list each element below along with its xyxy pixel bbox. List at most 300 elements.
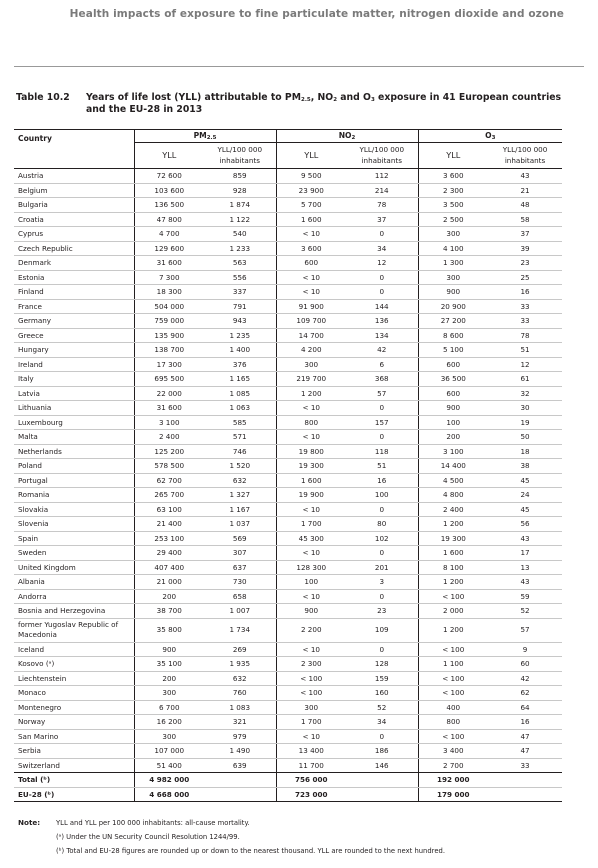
cell-o3-yll: 19 300 [418,531,488,546]
cell-o3-yll-per-100k: 43 [488,531,562,546]
cell-no2-yll-per-100k: 102 [346,531,418,546]
cell-no2-yll-per-100k: 0 [346,729,418,744]
cell-o3-yll: 400 [418,700,488,715]
cell-o3-yll-per-100k: 18 [488,444,562,459]
cell-no2-yll-per-100k: 42 [346,343,418,358]
cell-o3-yll: 3 400 [418,744,488,759]
cell-country: Switzerland [14,758,134,773]
cell-o3-yll-per-100k: 13 [488,560,562,575]
cell-no2-yll-per-100k: 134 [346,328,418,343]
cell-o3-yll: 4 800 [418,488,488,503]
cell-country: Iceland [14,642,134,657]
cell-pm25-yll-per-100k: 979 [204,729,276,744]
cell-country: Croatia [14,212,134,227]
cell-no2-yll: 1 600 [276,473,346,488]
cell-pm25-yll-per-100k: 639 [204,758,276,773]
cell-o3-yll-per-100k: 39 [488,241,562,256]
table-row [14,314,562,329]
cell-pm25-yll: 63 100 [134,502,204,517]
table-row [14,700,562,715]
cell-o3-yll-per-100k: 58 [488,212,562,227]
cell-o3-yll-per-100k: 33 [488,758,562,773]
cell-o3-yll: 600 [418,357,488,372]
cell-country: Romania [14,488,134,503]
cell-o3-yll-per-100k: 64 [488,700,562,715]
cell-no2-yll-per-100k: 51 [346,459,418,474]
cell-pm25-yll: 35 800 [134,618,204,642]
cell-pm25-yll: 18 300 [134,285,204,300]
cell-country: EU-28 (ᵇ) [14,787,134,802]
cell-no2-yll: 2 200 [276,618,346,642]
cell-pm25-yll: 2 400 [134,430,204,445]
cell-o3-yll-per-100k: 33 [488,299,562,314]
cell-country: Andorra [14,589,134,604]
cell-pm25-yll-per-100k: 1 085 [204,386,276,401]
cell-pm25-yll-per-100k: 571 [204,430,276,445]
title-text: Years of life lost (YLL) attributable to PM [86,92,301,103]
cell-no2-yll-per-100k: 157 [346,415,418,430]
cell-pm25-yll: 35 100 [134,657,204,672]
cell-pm25-yll: 62 700 [134,473,204,488]
cell-pm25-yll-per-100k: 585 [204,415,276,430]
cell-country: Germany [14,314,134,329]
cell-no2-yll: < 10 [276,546,346,561]
table-row [14,183,562,198]
cell-pm25-yll: 200 [134,671,204,686]
table-row [14,415,562,430]
cell-no2-yll: 219 700 [276,372,346,387]
cell-o3-yll: 36 500 [418,372,488,387]
cell-no2-yll-per-100k: 0 [346,642,418,657]
cell-o3-yll: 100 [418,415,488,430]
cell-no2-yll-per-100k: 0 [346,401,418,416]
cell-no2-yll-per-100k: 78 [346,198,418,213]
cell-pm25-yll-per-100k: 1 935 [204,657,276,672]
cell-o3-yll-per-100k: 12 [488,357,562,372]
o-label: O [485,131,492,140]
pm-label: PM [193,131,207,140]
cell-o3-yll: 3 500 [418,198,488,213]
cell-o3-yll: 600 [418,386,488,401]
cell-o3-yll: 8 600 [418,328,488,343]
cell-pm25-yll-per-100k: 569 [204,531,276,546]
cell-no2-yll: 13 400 [276,744,346,759]
cell-country: San Marino [14,729,134,744]
cell-no2-yll: < 10 [276,430,346,445]
cell-no2-yll: < 10 [276,502,346,517]
cell-no2-yll-per-100k: 159 [346,671,418,686]
table-number: Table 10.2 [16,92,70,103]
cell-o3-yll-per-100k: 30 [488,401,562,416]
note-label: Note: [18,818,41,827]
cell-pm25-yll: 135 900 [134,328,204,343]
table-row [14,604,562,619]
cell-no2-yll: 1 700 [276,715,346,730]
cell-no2-yll: 100 [276,575,346,590]
cell-pm25-yll-per-100k: 943 [204,314,276,329]
cell-pm25-yll: 200 [134,589,204,604]
cell-o3-yll: < 100 [418,671,488,686]
cell-pm25-yll: 900 [134,642,204,657]
no2-header [276,130,418,143]
cell-o3-yll: 20 900 [418,299,488,314]
cell-pm25-yll: 138 700 [134,343,204,358]
cell-no2-yll: 3 600 [276,241,346,256]
table-row [14,657,562,672]
pm25-yll-per-header: YLL/100 000 inhabitants [204,143,276,169]
cell-o3-yll: 14 400 [418,459,488,474]
cell-pm25-yll: 4 700 [134,227,204,242]
cell-pm25-yll-per-100k: 1 083 [204,700,276,715]
cell-pm25-yll-per-100k: 730 [204,575,276,590]
cell-pm25-yll: 107 000 [134,744,204,759]
cell-country: Czech Republic [14,241,134,256]
cell-pm25-yll-per-100k: 1 167 [204,502,276,517]
cell-no2-yll: 4 200 [276,343,346,358]
cell-pm25-yll: 38 700 [134,604,204,619]
cell-pm25-yll-per-100k: 1 122 [204,212,276,227]
cell-pm25-yll-per-100k: 540 [204,227,276,242]
cell-o3-yll-per-100k: 42 [488,671,562,686]
cell-no2-yll-per-100k: 37 [346,212,418,227]
cell-no2-yll: 9 500 [276,169,346,184]
no2-yll-header: YLL [276,143,346,169]
cell-pm25-yll: 300 [134,686,204,701]
cell-no2-yll-per-100k: 3 [346,575,418,590]
cell-country: former Yugoslav Republic of Macedonia [14,618,134,642]
table-row [14,744,562,759]
cell-o3-yll: 3 600 [418,169,488,184]
no-label: NO [338,131,352,140]
cell-pm25-yll: 21 000 [134,575,204,590]
cell-o3-yll-per-100k: 45 [488,473,562,488]
cell-no2-yll: 756 000 [276,773,346,788]
table-row [14,473,562,488]
cell-no2-yll: < 10 [276,227,346,242]
cell-no2-yll: 45 300 [276,531,346,546]
cell-o3-yll-per-100k: 50 [488,430,562,445]
cell-country: Italy [14,372,134,387]
cell-no2-yll: 11 700 [276,758,346,773]
cell-no2-yll-per-100k: 128 [346,657,418,672]
table-row [14,531,562,546]
yll-table [14,129,562,802]
table-row [14,299,562,314]
cell-o3-yll: < 100 [418,589,488,604]
cell-no2-yll: < 10 [276,642,346,657]
table-row [14,589,562,604]
cell-country: Luxembourg [14,415,134,430]
cell-o3-yll-per-100k: 33 [488,314,562,329]
table-row [14,270,562,285]
cell-no2-yll: 23 900 [276,183,346,198]
cell-country: Malta [14,430,134,445]
cell-o3-yll-per-100k: 59 [488,589,562,604]
cell-no2-yll-per-100k: 0 [346,589,418,604]
cell-no2-yll: < 10 [276,285,346,300]
cell-o3-yll-per-100k: 52 [488,604,562,619]
cell-pm25-yll: 504 000 [134,299,204,314]
cell-country: United Kingdom [14,560,134,575]
cell-country: Sweden [14,546,134,561]
cell-o3-yll-per-100k: 61 [488,372,562,387]
cell-pm25-yll: 3 100 [134,415,204,430]
cell-no2-yll: 19 900 [276,488,346,503]
cell-o3-yll: 27 200 [418,314,488,329]
country-header: Country [14,130,134,169]
cell-no2-yll: 300 [276,357,346,372]
cell-no2-yll: 128 300 [276,560,346,575]
cell-country: Estonia [14,270,134,285]
cell-country: Montenegro [14,700,134,715]
cell-pm25-yll-per-100k: 269 [204,642,276,657]
table-row [14,169,562,184]
cell-no2-yll-per-100k: 0 [346,285,418,300]
table-row [14,618,562,642]
cell-pm25-yll: 129 600 [134,241,204,256]
cell-country: Belgium [14,183,134,198]
cell-country: Bosnia and Herzegovina [14,604,134,619]
cell-no2-yll-per-100k: 0 [346,502,418,517]
cell-country: France [14,299,134,314]
table-row [14,372,562,387]
cell-o3-yll-per-100k: 60 [488,657,562,672]
cell-pm25-yll-per-100k: 928 [204,183,276,198]
cell-no2-yll-per-100k: 6 [346,357,418,372]
cell-o3-yll: 2 400 [418,502,488,517]
cell-no2-yll: 1 200 [276,386,346,401]
cell-o3-yll: 2 300 [418,183,488,198]
cell-no2-yll-per-100k: 0 [346,270,418,285]
cell-pm25-yll: 759 000 [134,314,204,329]
table-row [14,459,562,474]
cell-o3-yll-per-100k [488,787,562,802]
cell-no2-yll: 723 000 [276,787,346,802]
cell-pm25-yll-per-100k: 1 063 [204,401,276,416]
cell-o3-yll: 2 700 [418,758,488,773]
cell-pm25-yll-per-100k: 1 874 [204,198,276,213]
o-sub: 3 [491,135,496,141]
pm25-header [134,130,276,143]
cell-pm25-yll: 7 300 [134,270,204,285]
cell-o3-yll-per-100k: 56 [488,517,562,532]
cell-no2-yll: 109 700 [276,314,346,329]
table-row [14,758,562,773]
cell-pm25-yll: 72 600 [134,169,204,184]
cell-pm25-yll: 4 982 000 [134,773,204,788]
cell-o3-yll: 1 200 [418,575,488,590]
table-row [14,488,562,503]
cell-o3-yll-per-100k: 47 [488,744,562,759]
title-text: and O [337,92,371,103]
cell-pm25-yll-per-100k: 658 [204,589,276,604]
cell-no2-yll: 14 700 [276,328,346,343]
cell-no2-yll: 19 800 [276,444,346,459]
table-row [14,430,562,445]
table-body [14,169,562,802]
cell-pm25-yll: 17 300 [134,357,204,372]
table-header-row [14,130,562,143]
cell-pm25-yll: 695 500 [134,372,204,387]
cell-pm25-yll: 47 800 [134,212,204,227]
table-row [14,729,562,744]
cell-pm25-yll-per-100k: 632 [204,473,276,488]
cell-o3-yll-per-100k: 47 [488,729,562,744]
cell-pm25-yll-per-100k: 1 037 [204,517,276,532]
cell-no2-yll-per-100k: 144 [346,299,418,314]
cell-o3-yll: 4 500 [418,473,488,488]
cell-o3-yll: 4 100 [418,241,488,256]
cell-pm25-yll-per-100k: 1 007 [204,604,276,619]
cell-no2-yll: 5 700 [276,198,346,213]
cell-country: Cyprus [14,227,134,242]
cell-pm25-yll-per-100k: 1 490 [204,744,276,759]
cell-pm25-yll: 31 600 [134,401,204,416]
cell-no2-yll-per-100k: 0 [346,546,418,561]
pm-sub: 2.5 [206,135,217,141]
cell-pm25-yll-per-100k: 1 520 [204,459,276,474]
table-row [14,546,562,561]
cell-pm25-yll-per-100k: 1 165 [204,372,276,387]
table-row [14,198,562,213]
cell-pm25-yll: 407 400 [134,560,204,575]
table-row [14,642,562,657]
cell-pm25-yll-per-100k: 376 [204,357,276,372]
table-row [14,575,562,590]
cell-country: Ireland [14,357,134,372]
cell-o3-yll: 5 100 [418,343,488,358]
cell-pm25-yll-per-100k: 791 [204,299,276,314]
cell-pm25-yll-per-100k: 1 233 [204,241,276,256]
o3-header [418,130,562,143]
table-title [86,92,580,116]
cell-pm25-yll: 300 [134,729,204,744]
cell-no2-yll: < 10 [276,589,346,604]
title-text: , NO [310,92,334,103]
cell-o3-yll: 3 100 [418,444,488,459]
cell-o3-yll: 1 200 [418,618,488,642]
cell-no2-yll: 800 [276,415,346,430]
table-row [14,517,562,532]
table-row [14,357,562,372]
cell-country: Latvia [14,386,134,401]
cell-pm25-yll: 6 700 [134,700,204,715]
cell-pm25-yll-per-100k: 321 [204,715,276,730]
cell-country: Portugal [14,473,134,488]
cell-o3-yll: 300 [418,227,488,242]
cell-no2-yll-per-100k: 136 [346,314,418,329]
cell-country: Slovenia [14,517,134,532]
cell-no2-yll-per-100k: 118 [346,444,418,459]
total-row [14,787,562,802]
cell-pm25-yll: 4 668 000 [134,787,204,802]
cell-o3-yll: 300 [418,270,488,285]
cell-o3-yll: 2 500 [418,212,488,227]
cell-o3-yll: 2 000 [418,604,488,619]
cell-pm25-yll: 31 600 [134,256,204,271]
cell-o3-yll: 200 [418,430,488,445]
cell-no2-yll: < 10 [276,401,346,416]
cell-o3-yll-per-100k: 32 [488,386,562,401]
cell-country: Finland [14,285,134,300]
cell-no2-yll: 600 [276,256,346,271]
cell-o3-yll-per-100k: 62 [488,686,562,701]
cell-no2-yll-per-100k [346,773,418,788]
cell-pm25-yll-per-100k: 637 [204,560,276,575]
cell-no2-yll: < 10 [276,729,346,744]
cell-no2-yll-per-100k: 160 [346,686,418,701]
cell-o3-yll-per-100k [488,773,562,788]
cell-pm25-yll-per-100k: 563 [204,256,276,271]
cell-no2-yll-per-100k: 34 [346,715,418,730]
total-row [14,773,562,788]
cell-no2-yll-per-100k: 57 [346,386,418,401]
cell-no2-yll-per-100k: 34 [346,241,418,256]
cell-no2-yll-per-100k: 214 [346,183,418,198]
no-sub: 2 [351,135,356,141]
cell-o3-yll-per-100k: 43 [488,169,562,184]
cell-country: Serbia [14,744,134,759]
cell-o3-yll-per-100k: 38 [488,459,562,474]
cell-country: Slovakia [14,502,134,517]
cell-no2-yll: 19 300 [276,459,346,474]
cell-country: Albania [14,575,134,590]
cell-o3-yll: < 100 [418,729,488,744]
cell-pm25-yll: 51 400 [134,758,204,773]
cell-pm25-yll-per-100k: 859 [204,169,276,184]
cell-no2-yll-per-100k: 146 [346,758,418,773]
cell-no2-yll: 900 [276,604,346,619]
cell-o3-yll: < 100 [418,686,488,701]
cell-pm25-yll: 136 500 [134,198,204,213]
table-row [14,560,562,575]
cell-no2-yll-per-100k: 112 [346,169,418,184]
title-text: exposure in 41 European countries and the EU-28 in 2013 [86,92,562,115]
cell-no2-yll-per-100k: 186 [346,744,418,759]
cell-o3-yll-per-100k: 37 [488,227,562,242]
cell-country: Hungary [14,343,134,358]
note-line: YLL and YLL per 100 000 inhabitants: all-cause mortality. [56,819,250,827]
cell-pm25-yll: 22 000 [134,386,204,401]
cell-o3-yll-per-100k: 78 [488,328,562,343]
cell-o3-yll-per-100k: 9 [488,642,562,657]
page-header: Health impacts of exposure to fine particulate matter, nitrogen dioxide and ozone [69,8,564,20]
cell-no2-yll: 300 [276,700,346,715]
cell-pm25-yll-per-100k: 746 [204,444,276,459]
cell-no2-yll-per-100k: 52 [346,700,418,715]
cell-o3-yll-per-100k: 23 [488,256,562,271]
cell-no2-yll-per-100k: 368 [346,372,418,387]
cell-pm25-yll-per-100k: 1 327 [204,488,276,503]
cell-pm25-yll-per-100k [204,787,276,802]
table-row [14,328,562,343]
cell-pm25-yll: 265 700 [134,488,204,503]
cell-o3-yll-per-100k: 16 [488,715,562,730]
cell-no2-yll: < 10 [276,270,346,285]
cell-country: Total (ᵇ) [14,773,134,788]
cell-pm25-yll: 253 100 [134,531,204,546]
cell-country: Monaco [14,686,134,701]
cell-pm25-yll: 29 400 [134,546,204,561]
cell-country: Austria [14,169,134,184]
cell-o3-yll: 1 200 [418,517,488,532]
note-line: (ᵃ) Under the UN Security Council Resolution 1244/99. [56,833,240,841]
table-row [14,502,562,517]
cell-o3-yll-per-100k: 45 [488,502,562,517]
title-sub: 3 [370,97,375,103]
cell-o3-yll: 8 100 [418,560,488,575]
cell-no2-yll-per-100k: 109 [346,618,418,642]
